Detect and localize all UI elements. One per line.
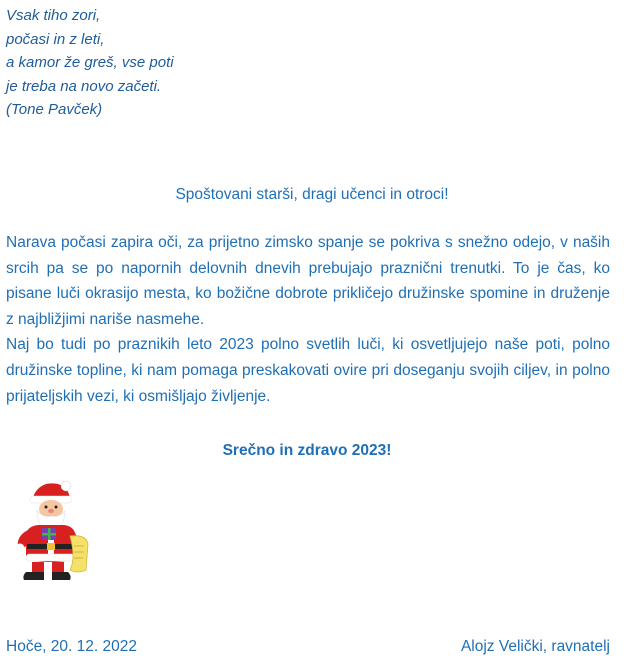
poem-line: Vsak tiho zori, (6, 7, 101, 24)
new-year-wish: Srečno in zdravo 2023! (222, 442, 392, 459)
body-paragraph-1: Narava počasi zapira oči, za prijetno zimsko spanje se pokriva s snežno odejo, v naših srcih pa se po napornih delovnih dnevih prebujajo praznični trenutki. To je čas, ko pisane luči okrasijo mesta, ko božične dobrote prikličejo družinske spomine in druženje z najbližjimi nariše nasmehe. (6, 234, 610, 328)
poem-block (6, 4, 174, 122)
body-paragraph-2: Naj bo tudi po praznikih leto 2023 polno svetlih luči, ki osvetljujejo naše poti, polno družinske topline, ki nam pomaga preskakovati ovire pri doseganju svojih ciljev, in polno prijateljskih vezi, ki osmišljajo življenje. (6, 336, 610, 405)
signature: Alojz Velički, ravnatelj (460, 638, 610, 655)
letter-footer (6, 636, 610, 658)
poem-line: počasi in z leti, (6, 30, 105, 48)
poem-line: a kamor že greš, vse poti (6, 54, 174, 71)
santa-claus-icon (8, 478, 92, 582)
poem-author: (Tone Pavček) (6, 101, 103, 118)
place-date: Hoče, 20. 12. 2022 (6, 638, 137, 655)
poem-line: je treba na novo začeti. (6, 77, 162, 95)
letter-body (6, 230, 610, 409)
greeting-heading: Spoštovani starši, dragi učenci in otroci! (175, 186, 449, 203)
